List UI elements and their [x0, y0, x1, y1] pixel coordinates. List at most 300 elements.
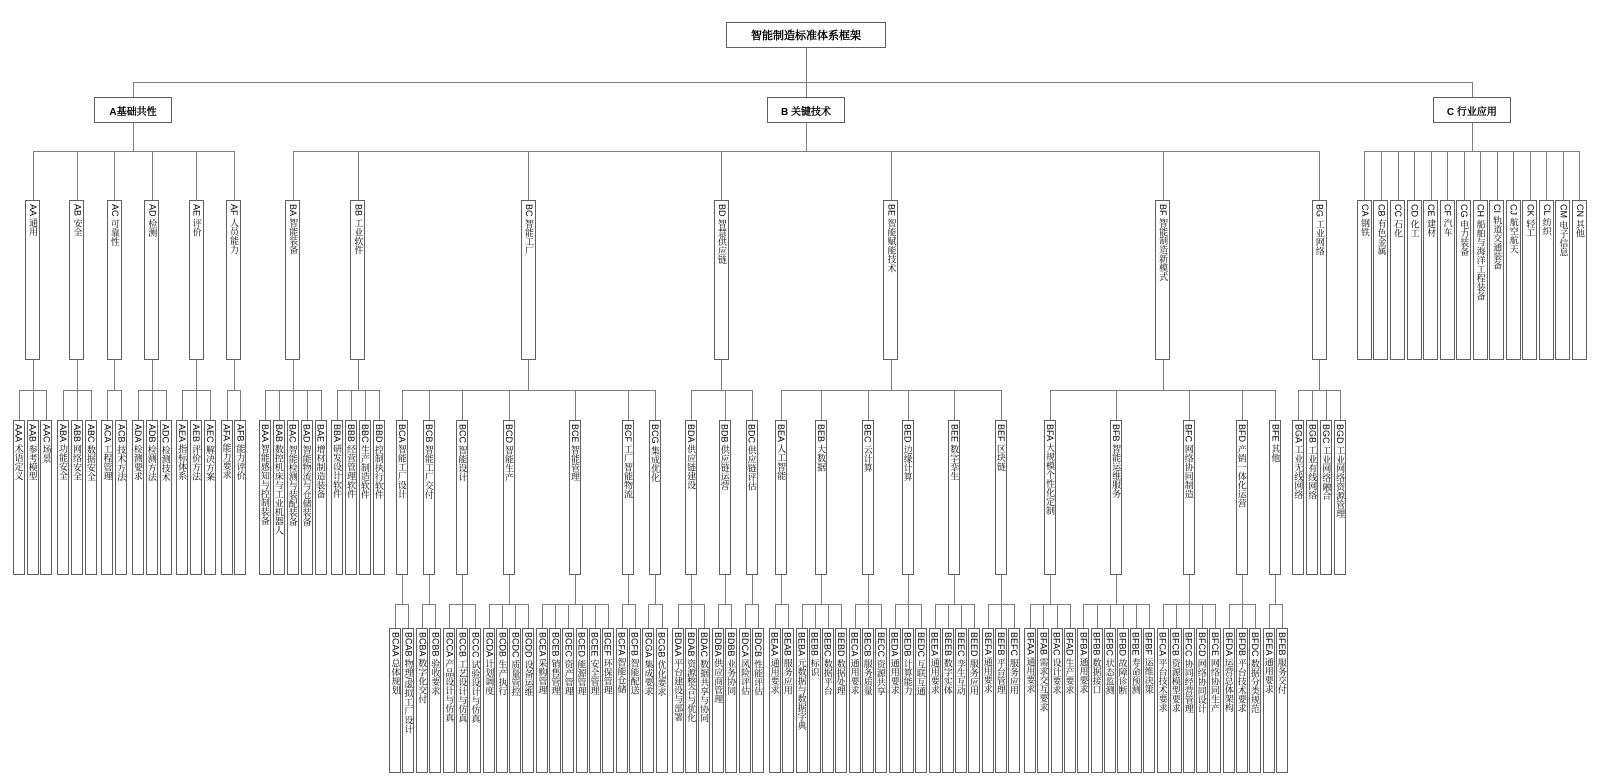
tree-node-BFEB [1276, 628, 1288, 773]
tree-node-BEEC [955, 628, 967, 773]
tree-node-BCFB [629, 628, 641, 773]
connector-line [1312, 390, 1313, 420]
tree-node-BFBF [1143, 628, 1155, 773]
tree-node-label: BDAB 资源整合与优化 [686, 632, 697, 723]
connector-line [921, 604, 922, 628]
tree-node-label: BDAA 平台建设与部署 [673, 632, 684, 722]
connector-line [293, 360, 294, 390]
connector-line [1030, 604, 1069, 605]
tree-node-CD [1407, 200, 1422, 360]
tree-node-BCDB [496, 628, 508, 773]
connector-line [1298, 390, 1299, 420]
tree-node-label: BCA 智能工厂设计 [396, 424, 407, 499]
tree-node-BC [521, 200, 536, 360]
tree-node-label: BCFA 智能仓储 [616, 632, 627, 694]
connector-line [691, 390, 751, 391]
tree-node-label: ADC 检测技术 [160, 424, 171, 482]
connector-line [462, 390, 463, 420]
tree-node-BEAA [769, 628, 781, 773]
connector-line [395, 604, 408, 605]
tree-node-label: BFAC 设计要求 [1051, 632, 1062, 695]
connector-line [781, 390, 782, 420]
connector-line [528, 604, 529, 628]
tree-node-AEA [176, 420, 188, 575]
tree-node-BEFC [1008, 628, 1020, 773]
tree-node-label: BFAD 生产要求 [1064, 632, 1075, 695]
tree-node-BDC [746, 420, 758, 575]
tree-node-AA [25, 200, 40, 360]
connector-line [1326, 390, 1327, 420]
tree-node-BEE [948, 420, 960, 575]
tree-node-label: BCAA 总体规划 [390, 632, 401, 695]
tree-node-label: BAC 智能检测与装配装备 [287, 424, 298, 527]
connector-line [868, 575, 869, 604]
connector-line [608, 604, 609, 628]
tree-node-label: AEB 评价方法 [191, 424, 202, 481]
tree-node-BFEA [1263, 628, 1275, 773]
connector-line [1275, 390, 1276, 420]
connector-line [1530, 151, 1531, 200]
connector-line [721, 360, 722, 390]
tree-node-label: BCDC 质量管控 [510, 632, 521, 697]
tree-node-label: CB 有色金属 [1376, 204, 1387, 256]
tree-node-label: BED 边缘计算 [902, 424, 913, 482]
connector-line [1579, 151, 1580, 200]
tree-node-BGC [1320, 420, 1332, 575]
tree-node-label: ADB 检测方法 [146, 424, 157, 482]
tree-node-BCG [649, 420, 661, 575]
connector-line [1275, 575, 1276, 604]
connector-line [77, 390, 78, 420]
connector-line [1381, 151, 1382, 200]
connector-line [655, 390, 656, 420]
tree-node-label: BCDB 生产执行 [497, 632, 508, 696]
tree-node-label: AE 评价 [191, 204, 202, 237]
connector-line [351, 390, 352, 420]
tree-node-label: BDBA 供应商管理 [713, 632, 724, 704]
tree-node-BAB [273, 420, 285, 575]
tree-node-BEDA [889, 628, 901, 773]
connector-line [555, 604, 556, 628]
connector-line [33, 360, 34, 390]
tree-node-BGB [1306, 420, 1318, 575]
tree-node-label: BCBB 验收要求 [430, 632, 441, 696]
connector-line [662, 604, 663, 628]
tree-node-label: CM 电子信息 [1558, 204, 1569, 257]
tree-node-label: AAA 术语定义 [13, 424, 24, 481]
tree-node-label: BAB 数控机床与工业机器人 [273, 424, 284, 535]
connector-line [1513, 151, 1514, 200]
tree-node-label: BFDC 数据分类规范 [1249, 632, 1260, 713]
connector-line [1001, 604, 1002, 628]
connector-line [891, 360, 892, 390]
connector-line [635, 604, 636, 628]
connector-line [841, 604, 842, 628]
connector-line [806, 82, 807, 97]
connector-line [337, 390, 379, 391]
tree-node-label: BECA 通用要求 [849, 632, 860, 695]
connector-line [46, 390, 47, 420]
tree-node-label: BGA 工业无线网络 [1293, 424, 1304, 500]
tree-node-BBD [373, 420, 385, 575]
tree-node-BGA [1292, 420, 1304, 575]
connector-line [528, 151, 529, 200]
tree-node-label: AEC 解决方案 [205, 424, 216, 482]
connector-line [33, 390, 34, 420]
tree-node-label: AB 安全 [72, 204, 83, 237]
tree-node-label: BFBA 通用要求 [1078, 632, 1089, 694]
connector-line [429, 575, 430, 604]
connector-line [395, 604, 396, 628]
connector-line [775, 604, 776, 628]
connector-line [745, 604, 746, 628]
connector-line [868, 604, 869, 628]
connector-line [622, 604, 635, 605]
tree-node-BCA [396, 420, 408, 575]
tree-node-BEFB [995, 628, 1007, 773]
connector-line [227, 390, 228, 420]
connector-line [449, 604, 450, 628]
tree-node-BFCC [1183, 628, 1195, 773]
tree-node-BEED [968, 628, 980, 773]
tree-node-label: BECB 服务质量 [862, 632, 873, 696]
connector-line [1447, 151, 1448, 200]
tree-node-label: BCEE 安全管理 [589, 632, 600, 696]
connector-line [422, 604, 423, 628]
tree-node-label: BFCC 协同经营管理 [1183, 632, 1194, 713]
tree-node-CH [1473, 200, 1488, 360]
tree-node-label: BEDB 计算能力 [902, 632, 913, 696]
tree-node-label: BAE 增材制造装备 [315, 424, 326, 499]
connector-line [489, 604, 528, 605]
tree-node-BD [714, 200, 729, 360]
tree-node-label: BBA 研发设计软件 [332, 424, 343, 499]
tree-node-label: BEFB 平台管理 [995, 632, 1006, 695]
tree-node-label: BDB 供应链运营 [719, 424, 730, 491]
tree-node-label: BCGA 集成要求 [643, 632, 654, 696]
tree-node-CJ [1506, 200, 1521, 360]
tree-node-label: CE 建材 [1426, 204, 1437, 238]
tree-node-BFCE [1209, 628, 1221, 773]
connector-line [408, 604, 409, 628]
connector-line [402, 390, 403, 420]
connector-line [1097, 604, 1098, 628]
connector-line [691, 604, 692, 628]
tree-node-label: ABA 功能安全 [58, 424, 69, 481]
tree-node-AAA [13, 420, 25, 575]
tree-node-ADC [160, 420, 172, 575]
connector-line [868, 390, 869, 420]
tree-node-BCC [456, 420, 468, 575]
tree-node-label: BCCA 产品设计与仿真 [444, 632, 455, 723]
connector-line [908, 604, 909, 628]
connector-line [648, 604, 649, 628]
tree-node-label: BFB 智能运维服务 [1111, 424, 1122, 499]
connector-line [542, 604, 543, 628]
connector-line [138, 390, 139, 420]
tree-node-label: BCDA 计划调度 [484, 632, 495, 696]
connector-line [1215, 604, 1216, 628]
connector-line [1043, 604, 1044, 628]
tree-node-label: BFBF 运维决策 [1143, 632, 1154, 694]
connector-line [1414, 151, 1415, 200]
tree-node-label: BDBB 业务协同 [726, 632, 737, 696]
connector-line [337, 390, 338, 420]
tree-node-label: BFCB 资源模型要求 [1170, 632, 1181, 713]
connector-line [1110, 604, 1111, 628]
connector-line [855, 604, 856, 628]
connector-line [758, 604, 759, 628]
tree-node-label: BEF 区块链 [995, 424, 1006, 472]
connector-line [1202, 604, 1203, 628]
tree-node-label: BCE 智能管理 [569, 424, 580, 482]
connector-line [568, 604, 569, 628]
tree-node-label: ADA 检测要求 [132, 424, 143, 481]
connector-line [210, 390, 211, 420]
tree-node-CL [1539, 200, 1554, 360]
tree-node-AFA [221, 420, 233, 575]
tree-node-BAE [315, 420, 327, 575]
tree-node-label: BECC 资源共享 [875, 632, 886, 696]
connector-line [752, 390, 753, 420]
tree-node-label: BCED 能源管理 [576, 632, 587, 696]
connector-line [655, 575, 656, 604]
tree-node-BCEC [562, 628, 574, 773]
connector-line [961, 604, 962, 628]
tree-node-BEAB [782, 628, 794, 773]
tree-node-BEF [995, 420, 1007, 575]
tree-node-CK [1522, 200, 1537, 360]
tree-node-BDAB [685, 628, 697, 773]
tree-node-BFD [1236, 420, 1248, 575]
connector-line [358, 151, 359, 200]
connector-line [1149, 604, 1150, 628]
connector-line [1070, 604, 1071, 628]
tree-node-BAD [301, 420, 313, 575]
connector-line [114, 151, 115, 200]
tree-node-label: BDCA 风险评估 [740, 632, 751, 696]
tree-node-label: BCFB 智能配送 [629, 632, 640, 695]
connector-line [908, 390, 909, 420]
connector-line [725, 390, 726, 420]
tree-node-label: CH 船舶与海洋工程装备 [1475, 204, 1486, 301]
tree-node-BDCB [752, 628, 764, 773]
connector-line [781, 575, 782, 604]
tree-node-BCCA [443, 628, 455, 773]
connector-line [19, 390, 20, 420]
connector-line [502, 604, 503, 628]
tree-node-label: BGB 工业有线网络 [1307, 424, 1318, 500]
connector-line [358, 360, 359, 390]
connector-line [121, 390, 122, 420]
tree-node-BCEB [549, 628, 561, 773]
tree-node-AFB [234, 420, 246, 575]
tree-node-BFDC [1249, 628, 1261, 773]
tree-node-label: BCDD 设备运维 [523, 632, 534, 697]
connector-line [908, 575, 909, 604]
tree-node-BG [1312, 200, 1327, 360]
connector-line [1189, 390, 1190, 420]
tree-node-label: AA 通用 [28, 204, 39, 237]
tree-node-BCED [576, 628, 588, 773]
connector-line [152, 390, 153, 420]
tree-node-BE [883, 200, 898, 360]
tree-node-BEBC [822, 628, 834, 773]
tree-node-label: BEAB 服务应用 [782, 632, 793, 695]
connector-line [475, 604, 476, 628]
connector-line [196, 360, 197, 390]
connector-line [1480, 151, 1481, 200]
tree-node-label: BDAC 数据共享与协同 [699, 632, 710, 723]
tree-node-AB [69, 200, 84, 360]
connector-line [166, 390, 167, 420]
tree-node-label: CL 纺织 [1541, 204, 1552, 236]
connector-line [196, 390, 197, 420]
tree-node-label: 智能制造标准体系框架 [750, 30, 861, 42]
connector-line [691, 390, 692, 420]
connector-line [1116, 390, 1117, 420]
tree-node-label: BC 智能工厂 [523, 204, 534, 256]
tree-node-AEB [190, 420, 202, 575]
tree-node-AAB [27, 420, 39, 575]
connector-line [806, 48, 807, 82]
tree-node-BFBC [1104, 628, 1116, 773]
connector-line [881, 604, 882, 628]
tree-node-label: BCEC 资产管理 [563, 632, 574, 696]
tree-node-BCEF [602, 628, 614, 773]
tree-node-label: BCC 智能设计 [457, 424, 468, 482]
connector-line [133, 82, 1472, 83]
tree-node-label: BEA 人工智能 [776, 424, 787, 481]
tree-node-label: BFBE 寿命预测 [1130, 632, 1141, 695]
connector-line [1364, 151, 1365, 200]
tree-node-root [726, 22, 886, 48]
tree-node-CG [1456, 200, 1471, 360]
tree-node-label: BBC 生产制造软件 [359, 424, 370, 500]
tree-node-label: BFA 大规模个性化定制 [1044, 424, 1055, 516]
tree-node-label: BAD 智能物流与仓储装备 [301, 424, 312, 527]
connector-line [891, 151, 892, 200]
tree-node-BEDC [915, 628, 927, 773]
tree-node-label: CC 石化 [1393, 204, 1404, 238]
tree-node-label: BEE 数字孪生 [949, 424, 960, 481]
tree-node-BFDA [1223, 628, 1235, 773]
tree-node-BCGA [642, 628, 654, 773]
tree-node-BDB [719, 420, 731, 575]
tree-node-label: BCAB 物理/虚拟工厂设计 [403, 632, 414, 734]
tree-node-label: CD 化工 [1409, 204, 1420, 238]
tree-node-BCF [622, 420, 634, 575]
connector-line [954, 390, 955, 420]
tree-node-CE [1423, 200, 1438, 360]
tree-node-BFBD [1117, 628, 1129, 773]
tree-node-label: BEEC 孪生互动 [955, 632, 966, 696]
tree-node-BECC [875, 628, 887, 773]
connector-line [582, 604, 583, 628]
tree-node-BDCA [739, 628, 751, 773]
tree-node-label: BFAB 需求交互要求 [1038, 632, 1049, 712]
tree-node-label: BFDA 运营总体架构 [1223, 632, 1234, 713]
tree-node-A [94, 97, 172, 123]
connector-line [1546, 151, 1547, 200]
tree-node-label: ACB 技术方法 [116, 424, 127, 482]
connector-line [1497, 151, 1498, 200]
connector-line [107, 390, 108, 420]
tree-node-label: BFCD 网络协同设计 [1196, 632, 1207, 713]
tree-node-label: CI 轨道交通装备 [1492, 204, 1503, 270]
tree-node-BFBB [1091, 628, 1103, 773]
tree-node-BCBA [416, 628, 428, 773]
tree-node-label: BEAA 通用要求 [769, 632, 780, 695]
tree-node-AE [189, 200, 204, 360]
tree-node-label: BG 工业网络 [1314, 204, 1325, 256]
tree-node-BFCA [1157, 628, 1169, 773]
tree-node-C [1433, 97, 1511, 123]
tree-node-label: BD 智慧供应链 [716, 204, 727, 265]
tree-node-label: AD 检测 [147, 204, 158, 238]
tree-node-label: AFB 能力评价 [235, 424, 246, 481]
tree-node-ACB [115, 420, 127, 575]
connector-line [1116, 575, 1117, 604]
tree-node-label: CA 钢铁 [1359, 204, 1370, 237]
tree-node-BCDD [522, 628, 534, 773]
connector-line [1229, 604, 1230, 628]
connector-line [1563, 151, 1564, 200]
tree-node-AF [226, 200, 241, 360]
tree-node-label: BF 智能制造新模式 [1158, 204, 1169, 282]
connector-line [895, 604, 896, 628]
tree-node-label: BFDB 平台技术要求 [1236, 632, 1247, 713]
tree-node-label: CG 电力装备 [1459, 204, 1470, 257]
connector-line [704, 604, 705, 628]
tree-node-label: BCEB 销售管理 [550, 632, 561, 696]
connector-line [77, 360, 78, 390]
tree-node-label: BFCE 网络协同生产 [1209, 632, 1220, 713]
tree-node-label: AAB 参考模型 [27, 424, 38, 481]
tree-node-BFB [1110, 420, 1122, 575]
connector-line [622, 604, 623, 628]
connector-line [422, 604, 435, 605]
connector-line [1001, 390, 1002, 420]
tree-node-BDBB [725, 628, 737, 773]
tree-node-ABB [71, 420, 83, 575]
tree-node-BECB [862, 628, 874, 773]
tree-node-label: AEA 指标体系 [177, 424, 188, 481]
connector-line [91, 390, 92, 420]
tree-node-label: BFCA 平台技术要求 [1157, 632, 1168, 713]
connector-line [1057, 604, 1058, 628]
tree-node-label: AC 可靠性 [109, 204, 120, 247]
tree-node-BGD [1334, 420, 1346, 575]
connector-line [515, 604, 516, 628]
connector-line [954, 575, 955, 604]
connector-line [802, 604, 803, 628]
tree-node-label: BEBC 数据平台 [822, 632, 833, 696]
connector-line [1269, 604, 1270, 628]
tree-node-label: BCBA 数字化交付 [417, 632, 428, 704]
tree-node-label: ACA 工程管理 [102, 424, 113, 481]
tree-node-ADB [146, 420, 158, 575]
tree-node-label: BEDA 通用要求 [889, 632, 900, 695]
tree-node-BDBA [712, 628, 724, 773]
connector-line [752, 575, 753, 604]
tree-node-label: CK 轻工 [1525, 204, 1536, 238]
tree-node-ACA [101, 420, 113, 575]
tree-node-BBA [331, 420, 343, 575]
connector-line [509, 390, 510, 420]
connector-line [77, 151, 78, 200]
tree-node-label: BEEA 通用要求 [929, 632, 940, 695]
